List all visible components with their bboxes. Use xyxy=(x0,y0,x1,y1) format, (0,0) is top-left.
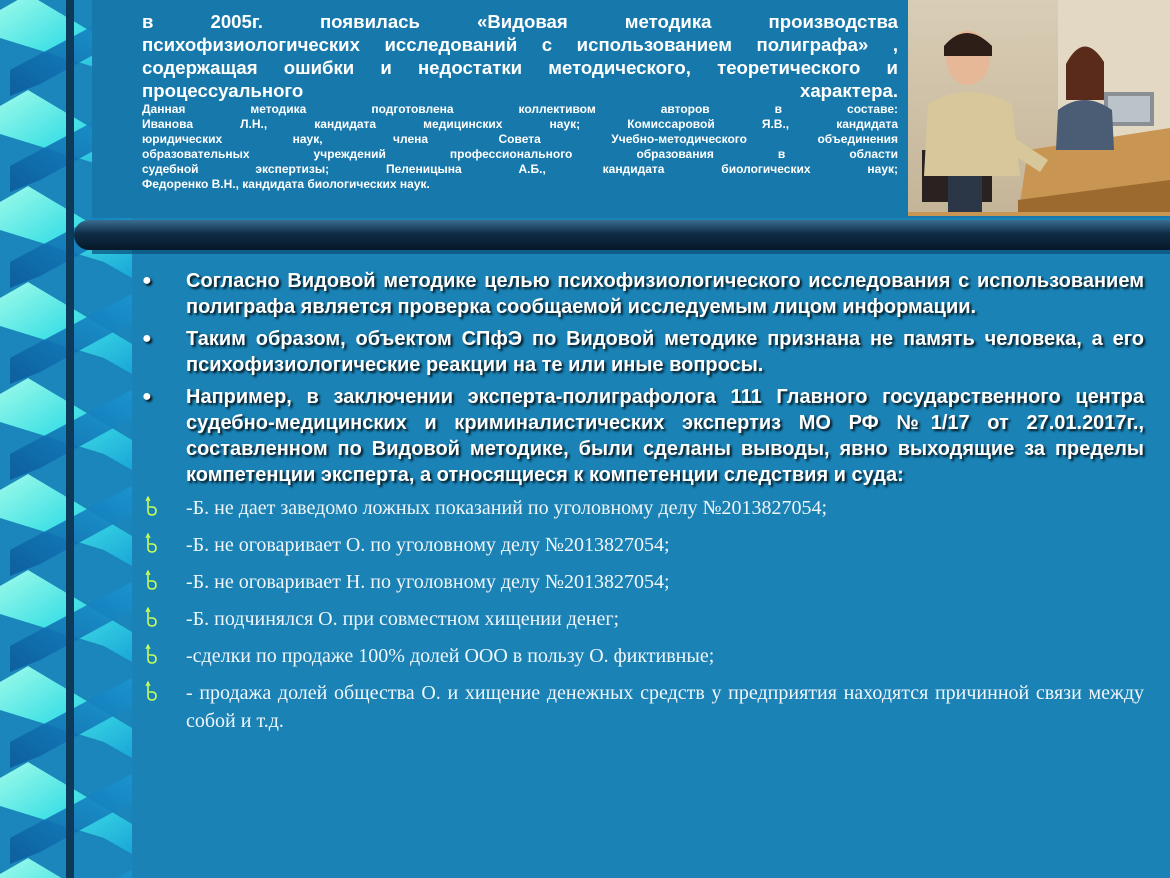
list-item xyxy=(140,494,1144,522)
bullet-item xyxy=(140,384,1144,488)
ribbon-bullet-icon xyxy=(144,495,160,517)
authors-line: судебной экспертизы; Пеленицына А.Б., кандидата биологических наук; xyxy=(142,162,898,176)
list-item-text: -Б. не дает заведомо ложных показаний по уголовному делу №2013827054; xyxy=(186,497,828,519)
ribbon-bullet-icon xyxy=(144,532,160,554)
header-line: процессуального характера. xyxy=(142,80,898,101)
header-text xyxy=(142,10,898,192)
bullet-text: Согласно Видовой методике целью психофизиологического исследования с использованием полиграфа является проверка сообщаемой исследуемым лицом информации. xyxy=(186,270,1144,318)
ribbon-bullet-icon xyxy=(144,643,160,665)
content xyxy=(140,268,1144,744)
bullet-dot-icon: ● xyxy=(142,388,152,405)
list-item xyxy=(140,679,1144,735)
authors-line: образовательных учреждений профессионального образования в области xyxy=(142,147,898,161)
list-item-text: -сделки по продаже 100% долей ООО в пользу О. фиктивные; xyxy=(186,645,715,667)
list-item xyxy=(140,642,1144,670)
ribbon-bullet-icon xyxy=(144,569,160,591)
bullet-text: Например, в заключении эксперта-полиграфолога 111 Главного государственного центра судебно-медицинских и криминалистических экспертиз МО РФ №1/17 от 27.01.2017г., составленном по Видовой методике, были сделаны выводы, явно выходящие за пределы компетенции эксперта, а относящиеся к компетенции следствия и суда: xyxy=(186,386,1144,486)
conclusions-list xyxy=(140,494,1144,735)
authors-line: Федоренко В.Н., кандидата биологических наук. xyxy=(142,177,430,191)
header-line: содержащая ошибки и недостатки методического, теоретического и xyxy=(142,57,898,78)
bullet-dot-icon: ● xyxy=(142,330,152,347)
ribbon-bullet-icon xyxy=(144,606,160,628)
bullet-text: Таким образом, объектом СПфЭ по Видовой методике признана не память человека, а его психофизиологические реакции на те или иные вопросы. xyxy=(186,328,1144,376)
list-item-text: -Б. подчинялся О. при совместном хищении денег; xyxy=(186,608,620,630)
header-line: психофизиологических исследований с использованием полиграфа» , xyxy=(142,34,898,55)
list-item xyxy=(140,605,1144,633)
authors-line: Иванова Л.Н., кандидата медицинских наук; Комиссаровой Я.В., кандидата xyxy=(142,117,898,131)
list-item xyxy=(140,531,1144,559)
photo-polygraph-session xyxy=(908,0,1170,216)
bullet-item xyxy=(140,326,1144,378)
list-item xyxy=(140,568,1144,596)
authors-line: юридических наук, члена Совета Учебно-методического объединения xyxy=(142,132,898,146)
list-item-text: - продажа долей общества О. и хищение денежных средств у предприятия находятся причинной связи между собой и т.д. xyxy=(186,682,1144,732)
ribbon-bullet-icon xyxy=(144,680,160,702)
authors-line: Данная методика подготовлена коллективом авторов в составе: xyxy=(142,102,898,116)
list-item-text: -Б. не оговаривает Н. по уголовному делу №2013827054; xyxy=(186,571,670,593)
bullet-dot-icon: ● xyxy=(142,272,152,289)
header-line: в 2005г. появилась «Видовая методика производства xyxy=(142,11,898,32)
bullet-item xyxy=(140,268,1144,320)
list-item-text: -Б. не оговаривает О. по уголовному делу №2013827054; xyxy=(186,534,670,556)
divider-bar xyxy=(72,220,1170,254)
